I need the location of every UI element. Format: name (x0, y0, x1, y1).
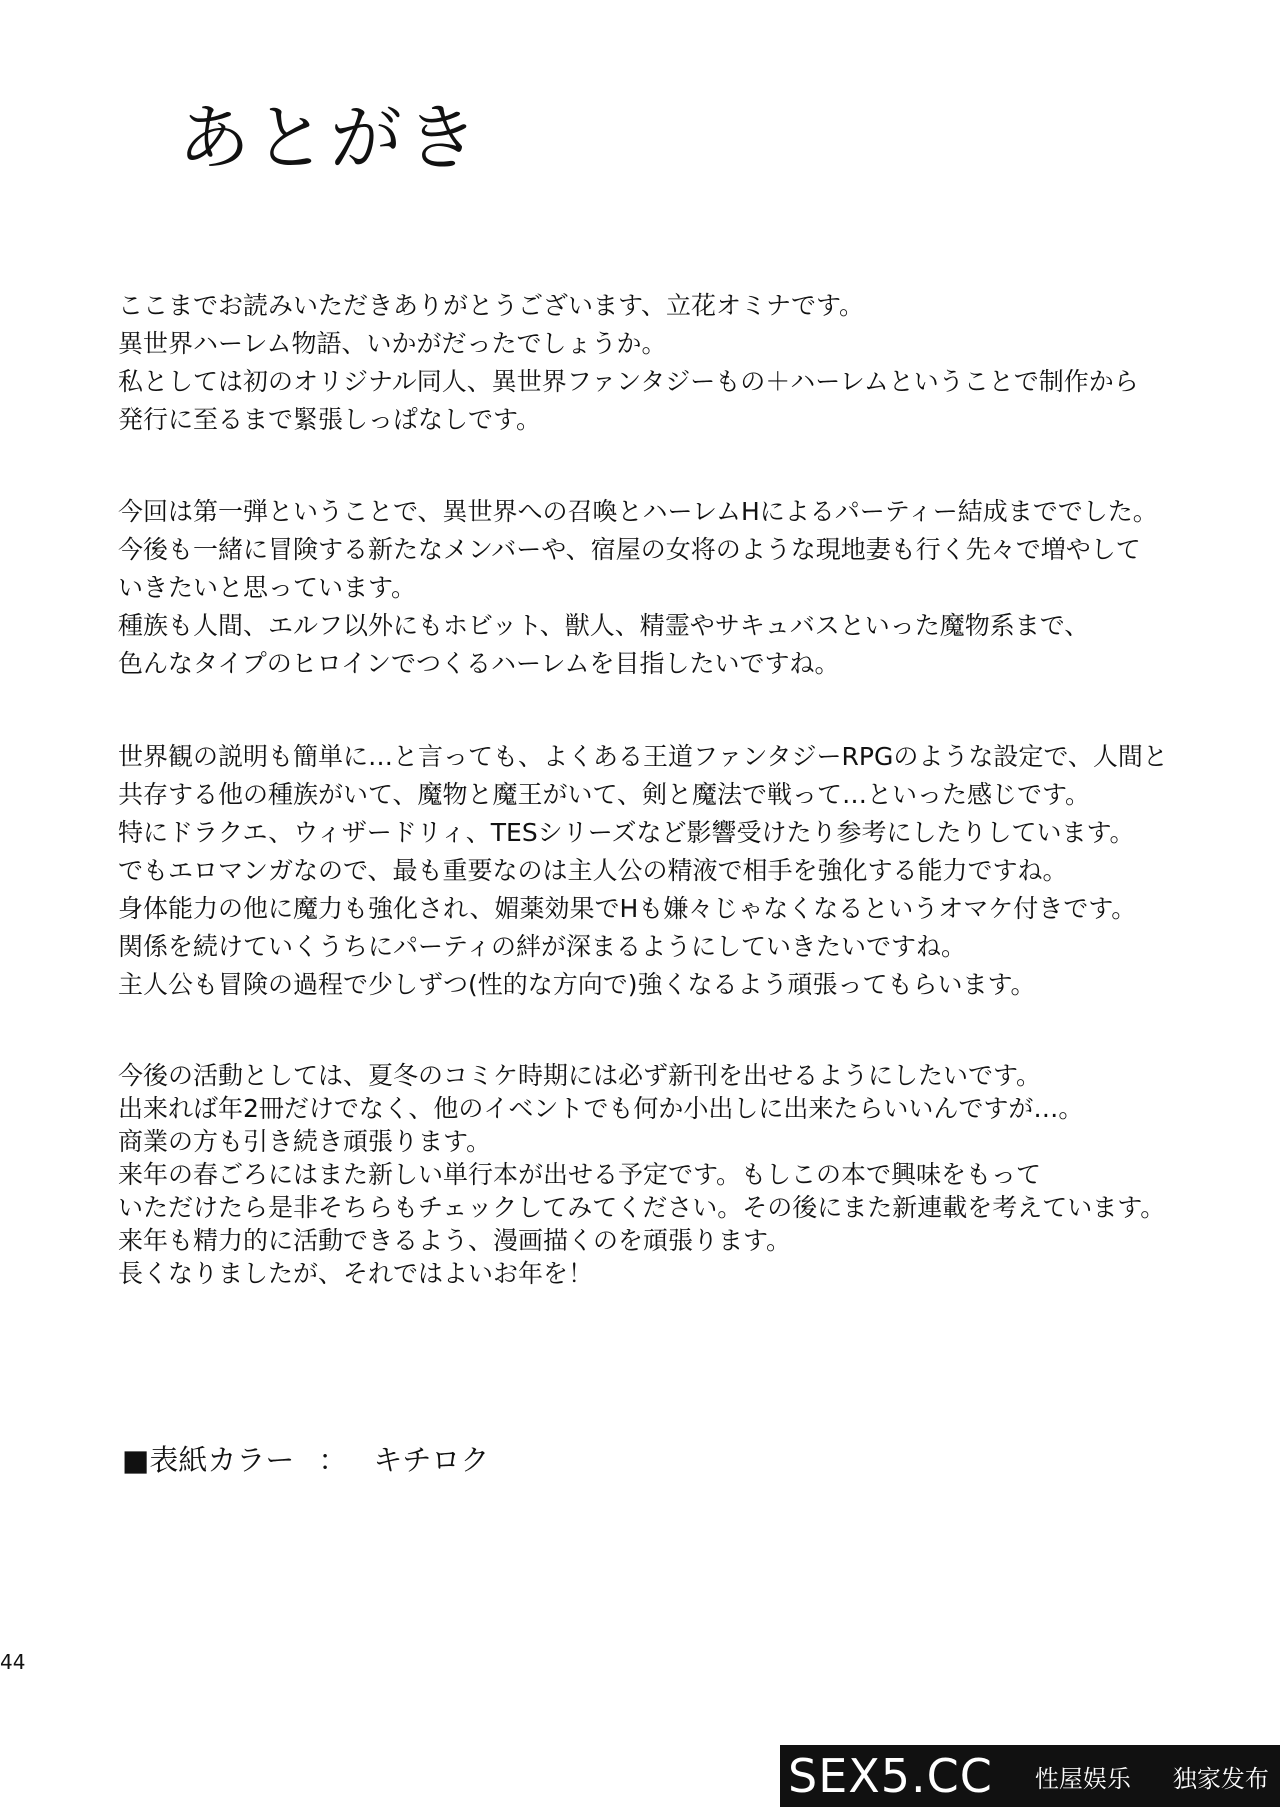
text-line: 世界観の説明も簡単に…と言っても、よくある王道ファンタジーRPGのような設定で、人間と (118, 742, 1168, 771)
text-line: 長くなりましたが、それではよいお年を！ (118, 1259, 594, 1288)
text-line: ここまでお読みいただきありがとうございます、立花オミナです。 (118, 291, 865, 320)
text-line: 今回は第一弾ということで、異世界への召喚とハーレムHによるパーティー結成まででした。 (118, 497, 1158, 526)
afterword-paragraph-2 (118, 493, 1258, 683)
text-line: 今後の活動としては、夏冬のコミケ時期には必ず新刊を出せるようにしたいです。 (118, 1061, 1042, 1090)
text-line: 色んなタイプのヒロインでつくるハーレムを目指したいですね。 (118, 649, 840, 678)
text-line: 関係を続けていくうちにパーティの絆が深まるようにしていきたいですね。 (118, 932, 967, 961)
page-title: あとがき (178, 96, 483, 180)
text-line: いきたいと思っています。 (118, 573, 417, 602)
text-line: 発行に至るまで緊張しっぱなしです。 (118, 405, 542, 434)
text-line: 商業の方も引き続き頑張ります。 (118, 1127, 492, 1156)
text-line: でもエロマンガなので、最も重要なのは主人公の精液で相手を強化する能力ですね。 (118, 856, 1068, 885)
page-number: 44 (0, 1650, 26, 1674)
cover-color-credit (122, 1440, 489, 1480)
text-line: 出来れば年2冊だけでなく、他のイベントでも何か小出しに出来たらいいんですが…。 (118, 1094, 1084, 1123)
credit-separator: ： (318, 1443, 348, 1477)
watermark-text: 性屋娱乐 (1034, 1764, 1131, 1793)
afterword-paragraph-3 (118, 738, 1258, 1004)
text-line: 特にドラクエ、ウィザードリィ、TESシリーズなど影響受けたり参考にしたりしています。 (118, 818, 1135, 847)
text-line: 共存する他の種族がいて、魔物と魔王がいて、剣と魔法で戦って…といった感じです。 (118, 780, 1091, 809)
credit-name: キチロク (373, 1443, 490, 1477)
text-line: 来年の春ごろにはまた新しい単行本が出せる予定です。もしこの本で興味をもって (118, 1160, 1042, 1189)
text-line: 私としては初のオリジナル同人、異世界ファンタジーもの＋ハーレムということで制作から (118, 367, 1139, 396)
text-line: 来年も精力的に活動できるよう、漫画描くのを頑張ります。 (118, 1226, 792, 1255)
text-line: 種族も人間、エルフ以外にもホビット、獣人、精霊やサキュバスといった魔物系まで、 (118, 611, 1090, 640)
afterword-paragraph-1 (118, 287, 1258, 439)
text-line: 異世界ハーレム物語、いかがだったでしょうか。 (118, 329, 667, 358)
watermark-banner (780, 1745, 1280, 1807)
text-line: 主人公も冒険の過程で少しずつ(性的な方向で)強くなるよう頑張ってもらいます。 (118, 970, 1036, 999)
watermark-logo: SEX5.CC (788, 1749, 993, 1803)
text-line: 今後も一緒に冒険する新たなメンバーや、宿屋の女将のような現地妻も行く先々で増やして (118, 535, 1141, 564)
credit-label: ■表紙カラー (122, 1443, 295, 1477)
afterword-paragraph-4 (118, 1059, 1258, 1290)
text-line: いただけたら是非そちらもチェックしてみてください。その後にまた新連載を考えています。 (118, 1193, 1166, 1222)
text-line: 身体能力の他に魔力も強化され、媚薬効果でHも嫌々じゃなくなるというオマケ付きです。 (118, 894, 1137, 923)
watermark-text: 独家发布 (1172, 1764, 1269, 1793)
